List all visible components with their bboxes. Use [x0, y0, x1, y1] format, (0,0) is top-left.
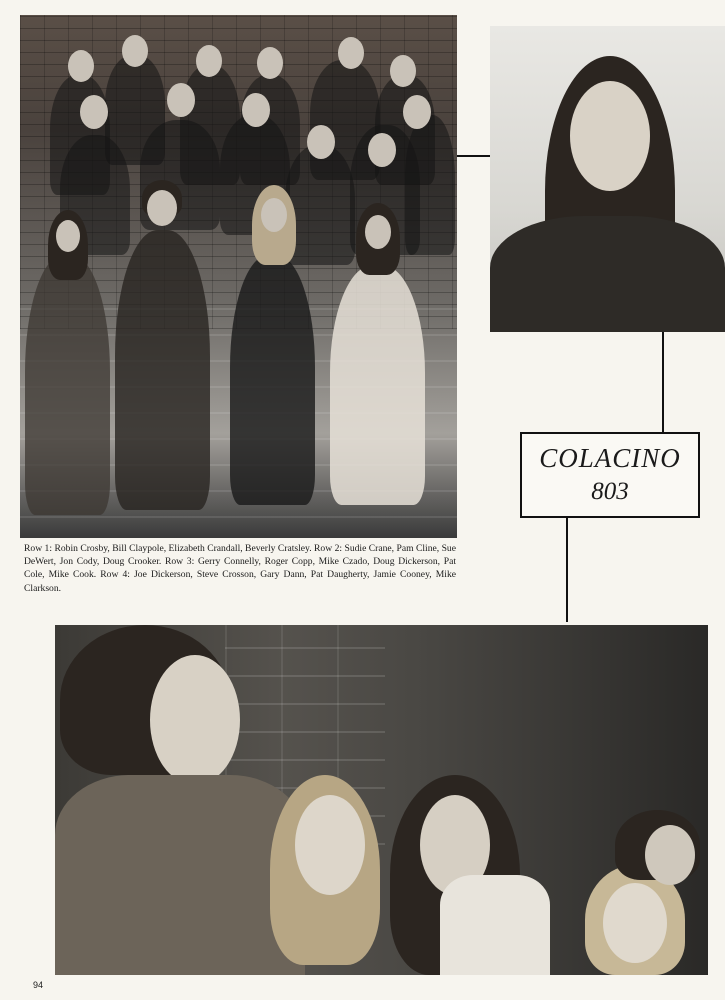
homeroom-label-box [520, 432, 700, 518]
page-number: 94 [33, 980, 44, 990]
group-photo [20, 15, 457, 538]
homeroom-teacher-name: COLACINO [539, 443, 681, 473]
connector-line-candid [566, 518, 568, 622]
candid-students-photo [55, 625, 708, 975]
connector-line-portrait [662, 332, 664, 432]
homeroom-room-number: 803 [591, 478, 629, 505]
teacher-portrait-photo [490, 26, 725, 332]
group-photo-caption: Row 1: Robin Crosby, Bill Claypole, Elizabeth Crandall, Beverly Cratsley. Row 2: Sudie Crane, Pam Cline, Sue DeWert, Jon Cody, Doug Crooker. Row 3: Gerry Connelly, Roger Copp, Mike Czado, Doug Dickerson, Pat Cole, Mike Cook. Row 4: Joe Dickerson, Steve Crosson, Gary Dann, Pat Daugherty, Jamie Cooney, Mike Clarkson. [24, 543, 456, 594]
connector-line-horizontal [457, 155, 490, 157]
